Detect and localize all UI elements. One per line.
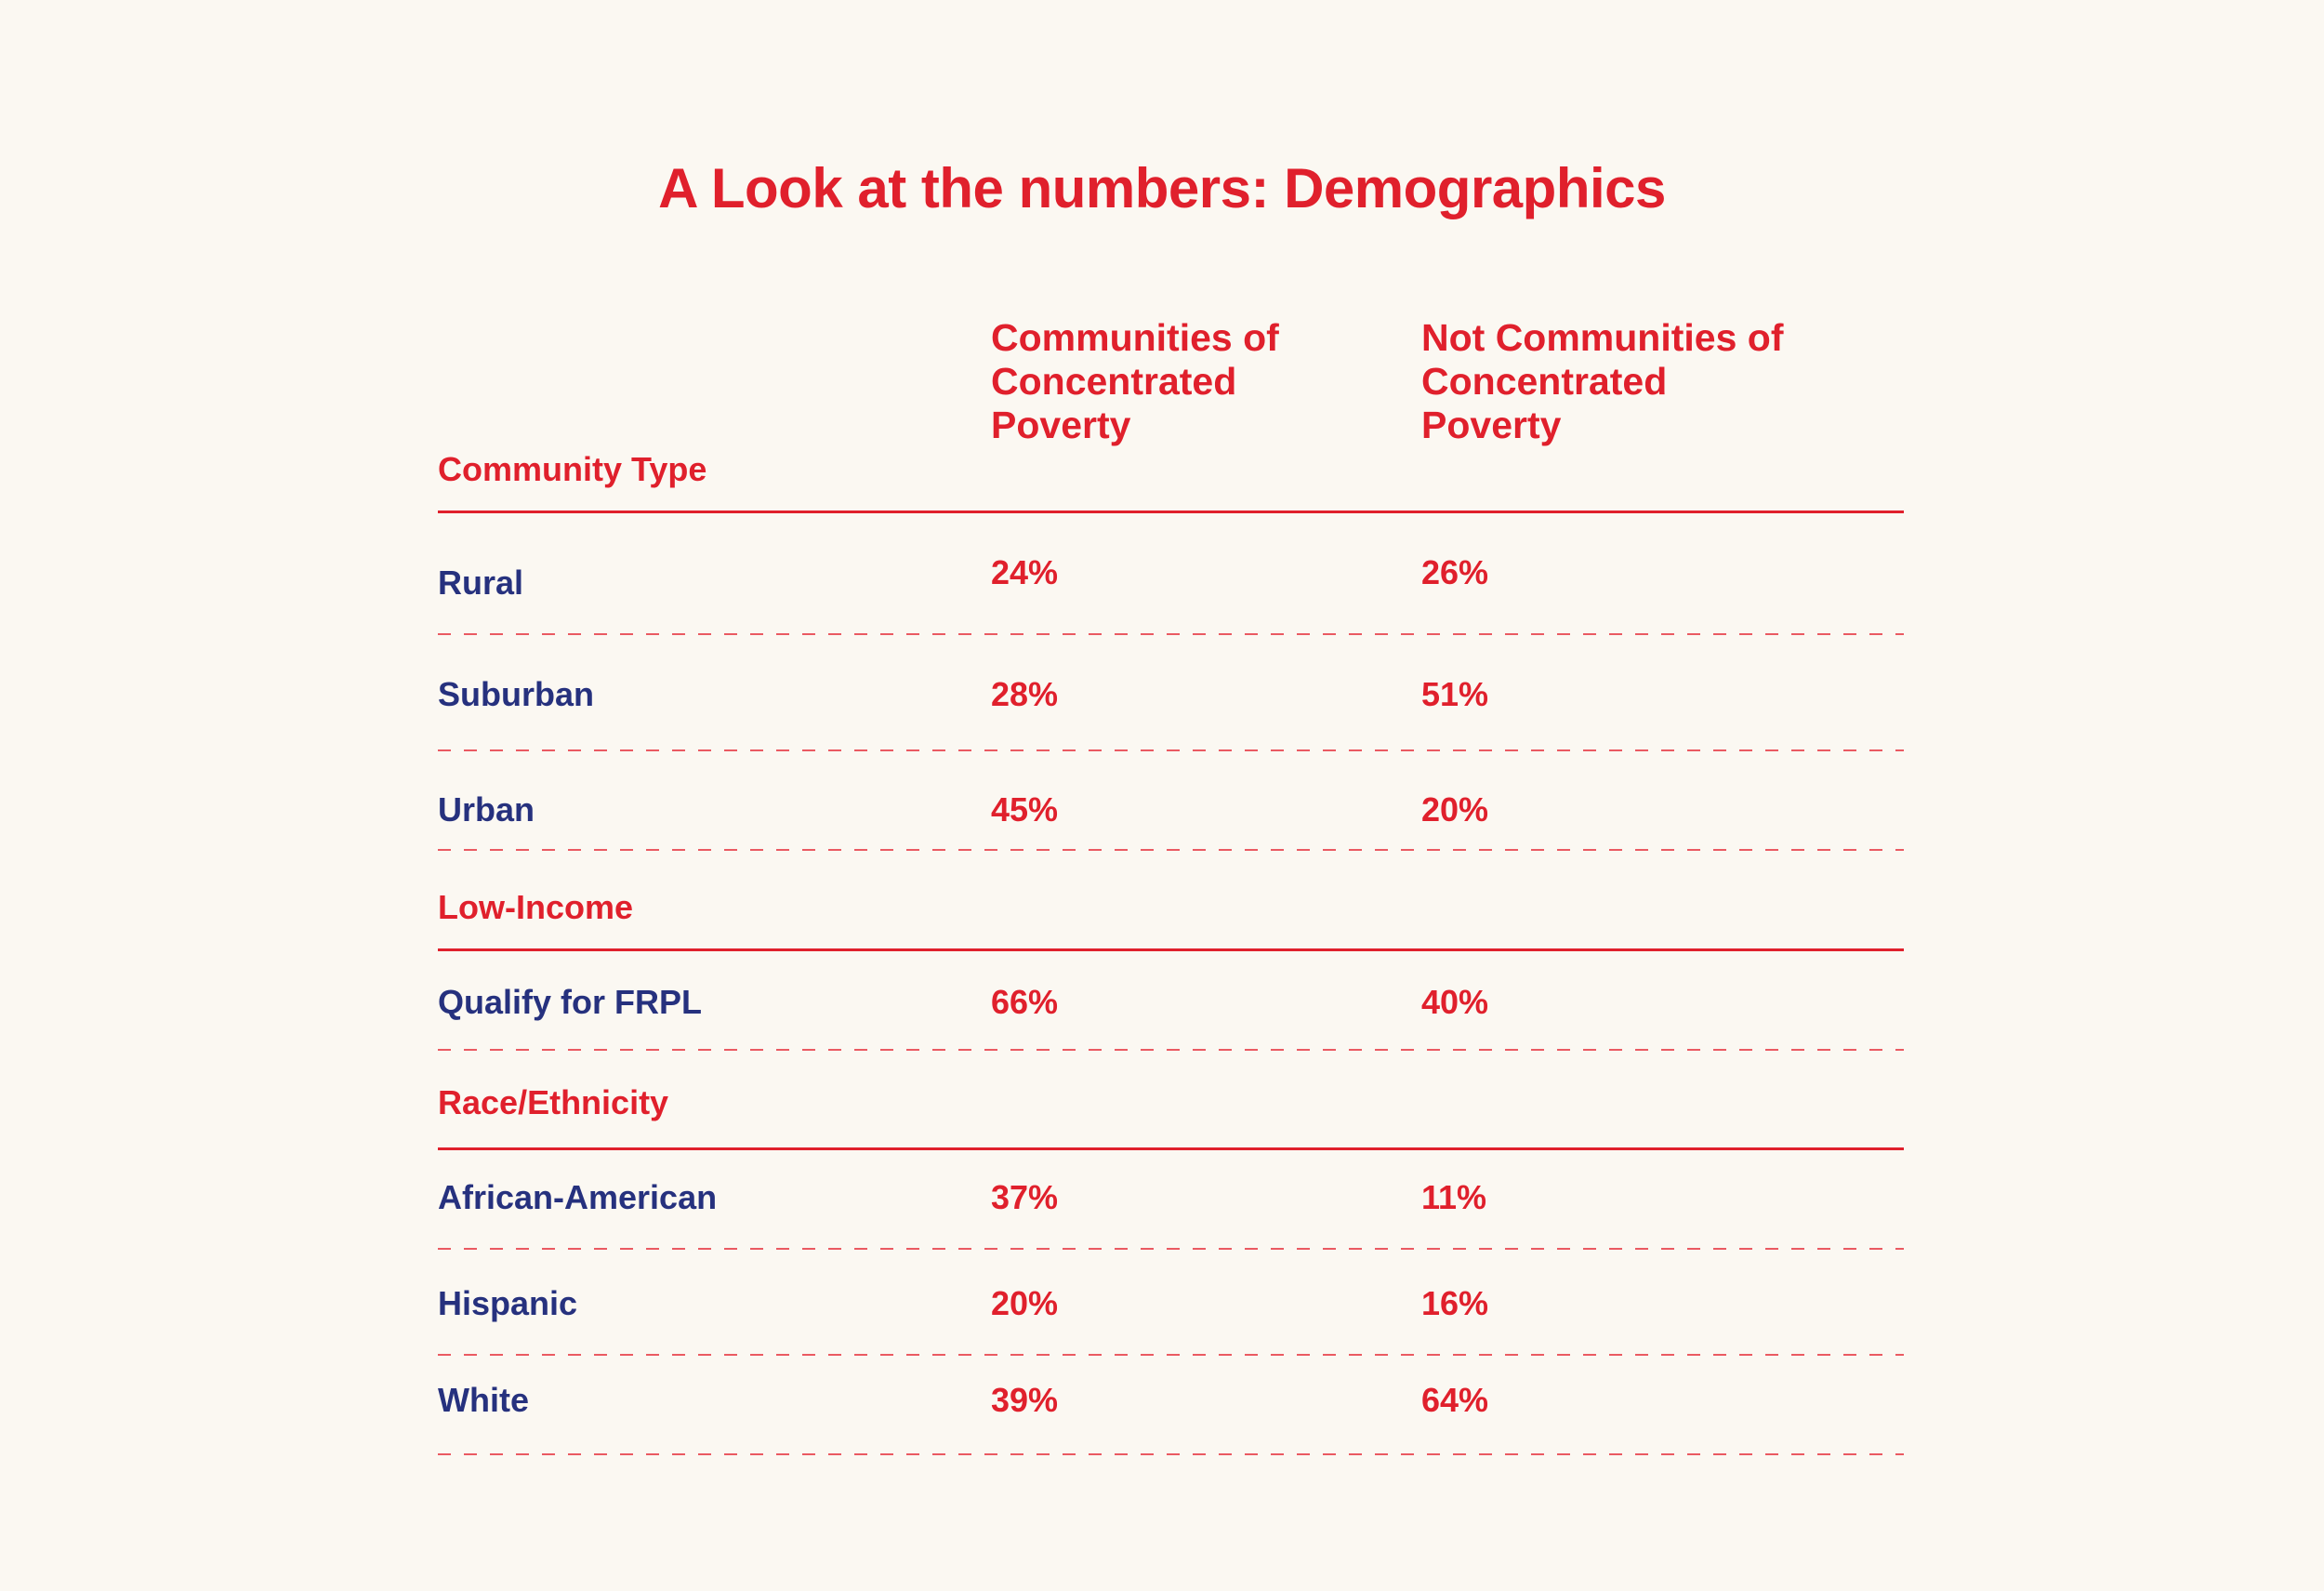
section-label-race-ethnicity: Race/Ethnicity (438, 1083, 669, 1121)
value-concentrated: 37% (991, 1178, 1059, 1216)
row-divider (438, 1049, 1904, 1051)
value-concentrated: 24% (991, 553, 1059, 591)
value-not-concentrated: 26% (1421, 553, 1489, 591)
section-label-low-income: Low-Income (438, 888, 634, 926)
column-header-not-concentrated-poverty (1421, 316, 1849, 447)
value-concentrated: 66% (991, 983, 1059, 1021)
row-label: Suburban (438, 675, 594, 713)
row-label: Rural (438, 563, 524, 602)
column-header-line: Concentrated (1421, 360, 1668, 403)
row-divider (438, 1354, 1904, 1356)
section-label-community-type: Community Type (438, 450, 707, 488)
row-label: Urban (438, 790, 535, 829)
value-concentrated: 28% (991, 675, 1059, 713)
value-not-concentrated: 51% (1421, 675, 1489, 713)
value-not-concentrated: 40% (1421, 983, 1489, 1021)
row-label: Hispanic (438, 1284, 578, 1322)
value-not-concentrated: 64% (1421, 1381, 1489, 1419)
row-divider (438, 1248, 1904, 1250)
value-concentrated: 39% (991, 1381, 1059, 1419)
section-divider (438, 948, 1904, 951)
column-header-line: Communities of (991, 316, 1279, 359)
row-divider (438, 1453, 1904, 1455)
row-divider (438, 633, 1904, 635)
column-header-line: Not Communities of (1421, 316, 1784, 359)
row-divider (438, 749, 1904, 751)
row-label: Qualify for FRPL (438, 983, 703, 1021)
section-divider (438, 510, 1904, 513)
column-header-line: Poverty (1421, 404, 1562, 446)
section-divider (438, 1147, 1904, 1150)
value-not-concentrated: 16% (1421, 1284, 1489, 1322)
page-title: A Look at the numbers: Demographics (658, 157, 1666, 219)
row-divider (438, 849, 1904, 851)
value-concentrated: 20% (991, 1284, 1059, 1322)
value-concentrated: 45% (991, 790, 1059, 829)
value-not-concentrated: 11% (1421, 1178, 1487, 1216)
row-label: African-American (438, 1178, 718, 1216)
column-header-line: Poverty (991, 404, 1131, 446)
value-not-concentrated: 20% (1421, 790, 1489, 829)
column-header-line: Concentrated (991, 360, 1237, 403)
column-header-concentrated-poverty (991, 316, 1419, 447)
row-label: White (438, 1381, 529, 1419)
